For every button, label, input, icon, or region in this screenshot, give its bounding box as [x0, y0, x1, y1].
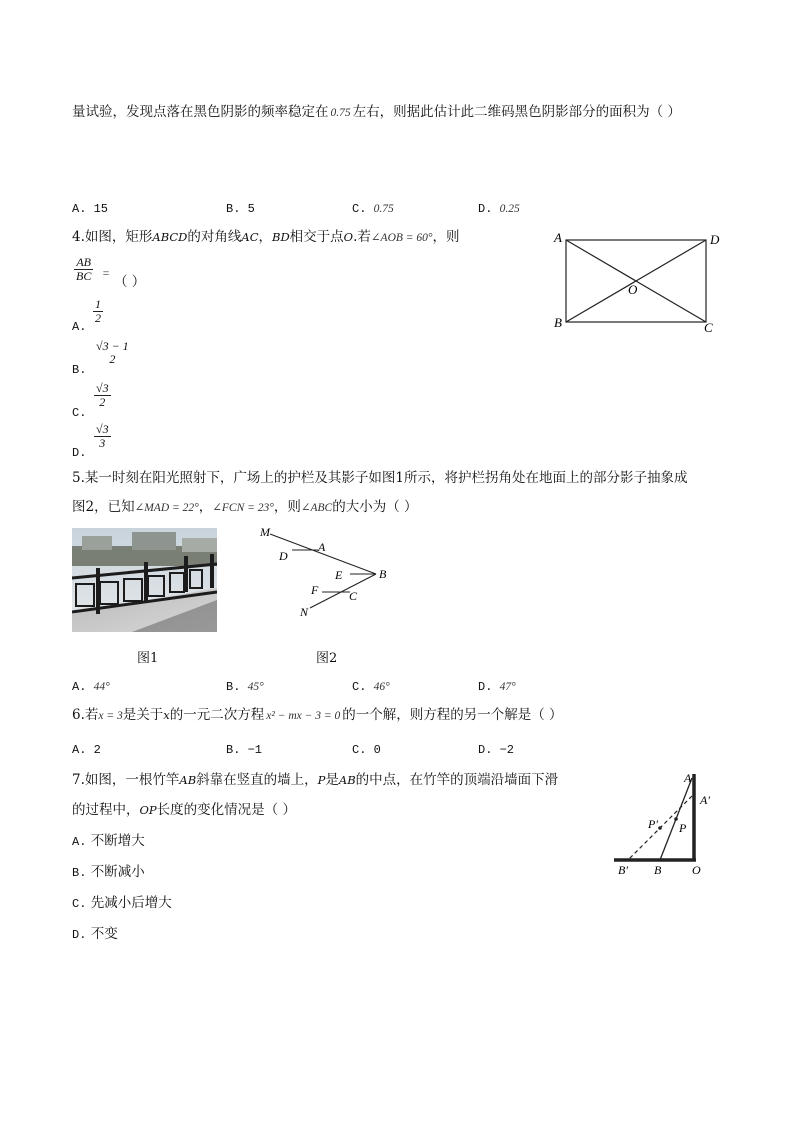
q7-ladder-figure [608, 766, 728, 882]
q3-option-d[interactable]: D. 0.25 [478, 202, 520, 216]
q5-railing-photo [72, 528, 217, 632]
railing-illustration [72, 528, 217, 632]
q7-option-b[interactable]: B. 不断减小 [72, 864, 145, 880]
label-b: B [379, 567, 387, 581]
q5-figure1-caption: 图1 [137, 651, 159, 666]
label-o: O [692, 863, 701, 877]
q3-option-c[interactable]: C. 0.75 [352, 202, 394, 216]
q5-stem-line2: 图2，已知∠MAD = 22°，∠FCN = 23°，则∠ABC的大小为（ ） [72, 499, 418, 515]
q4-paren: （ ） [114, 274, 146, 290]
label-a2: A′ [700, 793, 710, 807]
label-a: A [684, 771, 692, 785]
q4-stem: 4.如图，矩形ABCD的对角线AC，BD相交于点O.若∠AOB = 60°，则 [72, 229, 460, 245]
label-p2: P′ [648, 817, 658, 831]
q4-rectangle-figure [548, 228, 728, 338]
q6-option-c[interactable]: C. 0 [352, 743, 381, 757]
label-b: B [654, 863, 662, 877]
q4-ratio-fraction: $\frac{AB}{BC}$ [76, 255, 92, 283]
line-b-n [310, 574, 376, 608]
q4-ratio-eq: = [102, 268, 110, 280]
q3-option-b[interactable]: B. 5 [226, 202, 255, 216]
label-a: A [318, 540, 326, 554]
q5-figure2-caption: 图2 [316, 651, 338, 666]
label-d: D [279, 549, 288, 563]
q5-stem-line1: 5.某一时刻在阳光照射下，广场上的护栏及其影子如图1所示，将护栏拐角处在地面上的部分影子抽象成 [72, 470, 688, 486]
q4-option-b-fraction[interactable]: √3 − 1 2 [96, 339, 129, 366]
label-d: D [710, 232, 720, 247]
q7-option-c[interactable]: C. 先减小后增大 [72, 895, 172, 911]
q4-option-a-label[interactable]: A. [72, 320, 87, 334]
q6-option-d[interactable]: D. −2 [478, 743, 515, 757]
label-p: P [679, 821, 687, 835]
q7-option-a[interactable]: A. 不断增大 [72, 833, 145, 849]
q6-stem: 6.若x = 3是关于x的一元二次方程 x² − mx − 3 = 0 的一个解，则方程的另一个解是（ ） [72, 707, 563, 723]
point-p [674, 817, 678, 821]
label-o: O [628, 282, 638, 297]
label-b2: B′ [618, 863, 628, 877]
q4-option-c-label[interactable]: C. [72, 406, 87, 420]
q5-option-a[interactable]: A. 44° [72, 680, 110, 694]
q7-stem-line1: 7.如图，一根竹竿AB斜靠在竖直的墙上，P是AB的中点，在竹竿的顶端沿墙面下滑 [72, 772, 559, 788]
q4-option-d-label[interactable]: D. [72, 446, 87, 460]
q6-option-a[interactable]: A. 2 [72, 743, 101, 757]
q6-option-b[interactable]: B. −1 [226, 743, 263, 757]
label-b: B [554, 315, 562, 330]
label-e: E [335, 568, 343, 582]
label-f: F [311, 583, 319, 597]
q4-option-a-fraction[interactable]: $\frac{1}{2}$ [95, 297, 101, 325]
q7-option-d[interactable]: D. 不变 [72, 926, 118, 942]
point-p2 [658, 826, 662, 830]
q5-option-b[interactable]: B. 45° [226, 680, 264, 694]
label-a: A [554, 230, 562, 245]
q7-stem-line2: 的过程中，OP长度的变化情况是（ ） [72, 802, 296, 818]
q4-option-d-fraction[interactable]: $\frac{√3}{3}$ [96, 422, 109, 450]
label-c: C [349, 589, 358, 603]
q5-option-c[interactable]: C. 46° [352, 680, 390, 694]
label-c: C [704, 320, 713, 335]
q5-shadow-diagram [252, 524, 402, 624]
q4-option-c-fraction[interactable]: $\frac{√3}{2}$ [96, 381, 109, 409]
q4-option-b-label[interactable]: B. [72, 363, 87, 377]
q5-option-d[interactable]: D. 47° [478, 680, 516, 694]
q3-option-a[interactable]: A. 15 [72, 202, 109, 216]
label-n: N [300, 605, 309, 619]
label-m: M [260, 525, 270, 539]
q3-stem: 量试验，发现点落在黑色阴影的频率稳定在 0.75 左右，则据此估计此二维码黑色阴影部分的面积为（ ） [72, 104, 681, 120]
